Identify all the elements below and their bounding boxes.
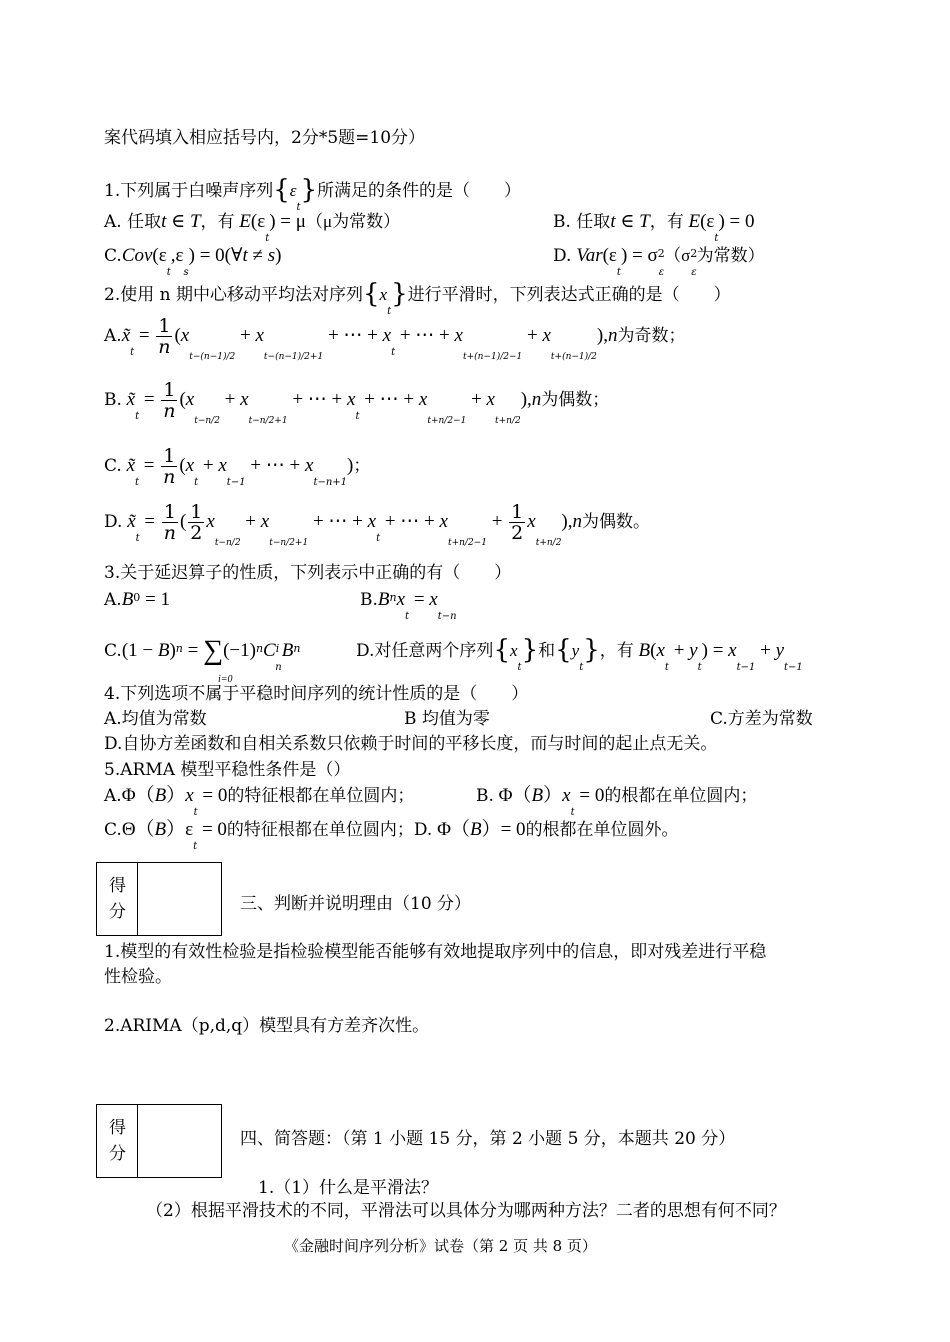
score-label-de: 得 [109,1118,126,1138]
question-3-option-c: $C.(1 - B)^n = \sum(-1)^nC^i_nB^n$ [104,635,301,673]
question-5-stem: 5.ARMA 模型平稳性条件是（） [104,760,351,780]
sum-lower-index: i=0 [218,674,233,685]
section-3-item-1-line-2: 性检验。 [104,967,172,987]
question-4-stem: 4.下列选项不属于平稳时间序列的统计性质的是（ ） [104,684,529,704]
section-3-title: 三、判断并说明理由（10 分） [240,894,472,914]
question-4-option-b: B 均值为零 [404,709,490,729]
question-2-option-a: $A.x̃_t$ = $\frac{1}{n}$ ($x_{t-(n-1)/2} + x_{t-(n-1)/2+1}$ + ⋯ + $x_t$ + ⋯ + $x_{t+(n-1)/2-1} + x_{t+(n-1)/2}),n$为奇数； [104,315,686,362]
question-2-stem: 2.使用 n 期中心移动平均法对序列$\{x_t\}$进行平滑时，下列表达式正确的是（ ） [104,279,731,317]
intro-line: 案代码填入相应括号内，2分*5题=10分） [104,128,426,148]
question-1-option-c: $C.Cov(\varepsilon_t,\varepsilon_s)$ = 0(∀t ≠ s) [104,245,282,278]
question-2-option-b: B. $x̃_t$ = $\frac{1}{n}$ ($x_{t-n/2} + x_{t-n/2+1}$ + ⋯ + $x_t$ + ⋯ + $x_{t+n/2-1} + x_{t+n/2}),n$为偶数； [104,379,610,426]
question-3-option-d: D.对任意两个序列$\{x_t\}$和$\{y_t\}$，有 $B(x_t + y_t) = x_{t-1} + y_{t-1}$ [356,635,803,673]
question-4-option-a: A.均值为常数 [104,709,207,729]
score-box-section-4 [96,1104,222,1178]
question-1-stem: 1.下列属于白噪声序列$\{\varepsilon_t\}$所满足的条件的是（ ） [104,175,522,213]
score-box-section-3 [96,862,222,936]
section-4-title: 四、简答题：（第 1 小题 15 分，第 2 小题 5 分，本题共 20 分） [240,1129,736,1149]
section-4-item-2: （2）根据平滑技术的不同，平滑法可以具体分为哪两种方法？二者的思想有何不同？ [146,1201,786,1221]
score-label-fen: 分 [109,1144,126,1164]
question-1-option-a: A. 任取t ∈ T，有 $E(\varepsilon_t) = \mu(\mu$为常数） [104,211,401,244]
question-4-option-c: C.方差为常数 [710,709,813,729]
score-label-fen: 分 [109,902,126,922]
section-3-item-1-line-1: 1.模型的有效性检验是指检验模型能否能够有效地提取序列中的信息，即对残差进行平稳 [104,942,767,962]
question-3-option-b: $B.B^nx_t = x_{t-n}$ [360,589,457,622]
question-3-stem: 3.关于延迟算子的性质，下列表示中正确的有（ ） [104,563,512,583]
section-3-item-2: 2.ARIMA（p,d,q）模型具有方差齐次性。 [104,1016,430,1036]
score-label-de: 得 [109,876,126,896]
question-2-option-d: D. $x̃_t$ = $\frac{1}{n}$ ( $\frac{1}{2}$ $x_{t-n/2} + x_{t-n/2+1}$ + ⋯ + $x_t$ + ⋯ + $x_{t+n/2-1}$ + $\frac{1}{2}$ $x_{t+n/2}),n$为偶数。 [104,501,650,548]
page-footer: 《金融时间序列分析》试卷（第 2 页 共 8 页） [284,1237,597,1255]
question-2-option-c: C. $x̃_t$ = $\frac{1}{n}$ ($x_t + x_{t-1}$ + ⋯ + $x_{t-n+1}$)； [104,445,371,488]
question-5-option-b: B. $\Phi(B)x_t = 0$的根都在单位圆内； [476,785,758,818]
question-1-option-b: B. 任取t ∈ T，有 $E(\varepsilon_t) = 0$ [553,211,755,244]
question-5-option-c-d: $C.\Theta(B)\varepsilon_t = 0$的特征根都在单位圆内；D. Φ（B）= 0的根都在单位圆外。 [104,819,679,852]
question-1-option-d: D. $Var(\varepsilon_t) = \sigma^2_\varepsilon(\sigma^2_\varepsilon$为常数） [553,245,765,278]
question-4-option-d: D.自协方差函数和自相关系数只依赖于时间的平移长度，而与时间的起止点无关。 [104,734,718,754]
question-3-option-a: $A.B^0 = 1$ [104,589,171,610]
question-5-option-a: $A.\Phi(B)x_t = 0$的特征根都在单位圆内； [104,785,415,818]
section-4-item-1: 1.（1）什么是平滑法？ [258,1178,439,1198]
